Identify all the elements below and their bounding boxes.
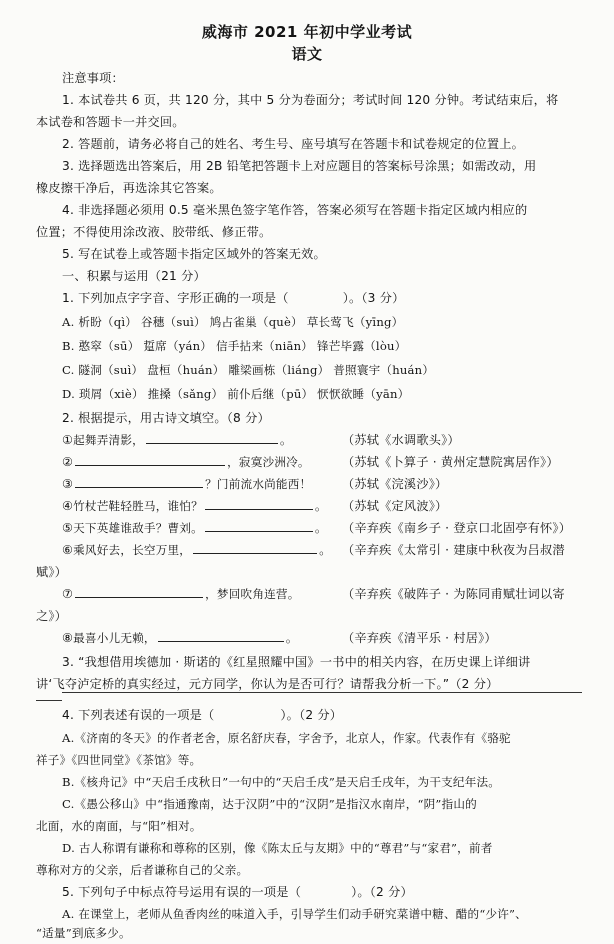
question-1-stem-start: 1. 下列加点字字音、字形正确的一项是（: [62, 291, 289, 305]
poem-line-number: ④: [62, 499, 74, 513]
question-4-stem-end: ）。（2 分）: [280, 708, 343, 722]
poem-line-7: [62, 583, 300, 605]
poem-line-end: 。: [314, 521, 328, 535]
notice-item-5: 5. 写在试卷上或答题卡指定区域外的答案无效。: [62, 247, 326, 261]
poem-line-8-source: （辛弃疾《清平乐 · 村居》）: [342, 631, 497, 645]
question-1-option-c: C. 隧洞（suì） 盘桓（huán） 雕梁画栋（liáng） 普照寰宇（huán）: [62, 363, 435, 377]
poem-line-number: ⑥: [62, 543, 74, 557]
poem-line-4-source: （苏轼《定风波》）: [342, 499, 448, 513]
poem-line-number: ②: [62, 455, 74, 469]
question-1-option-d: D. 琐屑（xiè） 推搡（sǎng） 前仆后继（pū） 恹恹欲睡（yān）: [62, 387, 410, 401]
notice-item-4-line-1: 4. 非选择题必须用 0.5 毫米黑色签字笔作答，答案必须写在答题卡指定区域内相应的: [62, 203, 528, 217]
poem-line-text: 起舞弄清影，: [73, 433, 144, 447]
poem-line-7-source: （辛弃疾《破阵子 · 为陈同甫赋壮词以寄: [342, 587, 565, 601]
poem-line-text: 乘风好去，长空万里，: [73, 543, 192, 557]
poem-line-number: ①: [62, 433, 74, 447]
poem-line-1: [62, 429, 292, 451]
question-4-option-a-line-1: A.《济南的冬天》的作者老舍，原名舒庆春，字舍予，北京人，作家。代表作有《骆驼: [62, 731, 511, 745]
poem-line-end: 。: [285, 631, 299, 645]
question-4-option-a-line-2: 祥子》《四世同堂》《茶馆》等。: [36, 753, 202, 767]
poem-line-4: [62, 495, 327, 517]
poem-line-8: [62, 627, 298, 649]
question-5-stem-line: [62, 881, 413, 903]
question-3-line-1: 3. “我想借用埃德加 · 斯诺的《红星照耀中国》一书中的相关内容，在历史课上详细讲: [62, 655, 531, 669]
notice-item-1-line-1: 1. 本试卷共 6 页，共 120 分，其中 5 分为卷面分；考试时间 120 分钟。考试结束后，将: [62, 93, 559, 107]
poem-line-end: 。: [314, 499, 328, 513]
question-1-option-a: A. 析盼（qì） 谷穗（suì） 鸠占雀巢（què） 草长莺飞（yīng）: [62, 315, 404, 329]
answer-blank[interactable]: [205, 518, 313, 532]
question-1-stem: [62, 287, 404, 309]
poem-line-text: ？门前流水尚能西！: [205, 477, 312, 491]
poem-line-5-source: （辛弃疾《南乡子 · 登京口北固亭有怀》）: [342, 521, 572, 535]
poem-line-text: 竹杖芒鞋轻胜马，谁怕？: [73, 499, 203, 513]
poem-line-1-source: （苏轼《水调歌头》）: [342, 433, 460, 447]
question-5-stem-end: ）。（2 分）: [351, 885, 413, 899]
answer-line[interactable]: [36, 700, 62, 701]
question-4-stem: [62, 704, 342, 726]
section-heading: 一、积累与运用（21 分）: [62, 269, 206, 283]
answer-blank[interactable]: [158, 628, 284, 642]
question-5-stem-start: 5. 下列句子中标点符号运用有误的一项是（: [62, 885, 302, 899]
question-4-option-d-line-2: 尊称对方的父亲，后者谦称自己的父亲。: [36, 863, 249, 877]
notice-item-4-line-2: 位置；不得使用涂改液、胶带纸、修正带。: [36, 225, 272, 239]
notice-item-2: 2. 答题前，请务必将自己的姓名、考生号、座号填写在答题卡和试卷规定的位置上。: [62, 137, 525, 151]
poem-line-text: ，寂寞沙洲冷。: [227, 455, 310, 469]
notice-item-1-line-2: 本试卷和答题卡一并交回。: [36, 115, 185, 129]
answer-blank[interactable]: [205, 496, 313, 510]
question-4-stem-start: 4. 下列表述有误的一项是（: [62, 708, 215, 722]
poem-line-text: ，梦回吹角连营。: [205, 587, 300, 601]
answer-blank[interactable]: [193, 540, 317, 554]
poem-line-2: [62, 451, 310, 473]
answer-blank[interactable]: [146, 430, 278, 444]
poem-line-3: [62, 473, 311, 495]
question-4-option-c-line-2: 北面，水的南面，与“阳”相对。: [36, 819, 202, 833]
poem-line-number: ⑦: [62, 587, 74, 601]
notice-heading: 注意事项：: [62, 71, 124, 85]
poem-line-6-source: （辛弃疾《太常引 · 建康中秋夜为吕叔潜: [342, 543, 565, 557]
notice-item-3-line-2: 橡皮擦干净后，再选涂其它答案。: [36, 181, 222, 195]
poem-line-number: ⑧: [62, 631, 74, 645]
exam-subject: 语文: [291, 45, 323, 63]
exam-title: 威海市 2021 年初中学业考试: [201, 23, 413, 41]
poem-line-number: ⑤: [62, 521, 74, 535]
answer-blank[interactable]: [75, 452, 225, 466]
poem-line-number: ③: [62, 477, 74, 491]
poem-line-7-source-wrap: 之》）: [36, 609, 68, 623]
poem-line-2-source: （苏轼《卜算子 · 黄州定慧院寓居作》）: [342, 455, 559, 469]
answer-blank[interactable]: [75, 474, 203, 488]
poem-line-6-source-wrap: 赋》）: [36, 565, 68, 579]
answer-line[interactable]: [62, 692, 582, 693]
notice-item-3-line-1: 3. 选择题选出答案后，用 2B 铅笔把答题卡上对应题目的答案标号涂黑；如需改动，用: [62, 159, 537, 173]
poem-line-6: [62, 539, 331, 561]
poem-line-text: 最喜小儿无赖，: [73, 631, 156, 645]
question-3-line-2: 讲‘飞夺泸定桥的真实经过，元方同学，你认为是否可行？请帮我分析一下。”（2 分）: [36, 677, 499, 691]
poem-line-end: 。: [319, 543, 332, 557]
poem-line-3-source: （苏轼《浣溪沙》）: [342, 477, 448, 491]
question-5-option-a-line-1: A. 在课堂上，老师从鱼香肉丝的味道入手，引导学生们动手研究菜谱中糖、醋的“少许”、: [62, 907, 527, 921]
question-2-stem: 2. 根据提示，用古诗文填空。（8 分）: [62, 411, 270, 425]
poem-line-5: [62, 517, 327, 539]
question-4-option-c-line-1: C.《愚公移山》中“指通豫南，达于汉阴”中的“汉阴”是指汉水南岸，“阴”指山的: [62, 797, 477, 811]
question-4-option-b: B.《核舟记》中“天启壬戌秋日”一句中的“天启壬戌”是天启壬戌年，为干支纪年法。: [62, 775, 501, 789]
question-1-stem-end: ）。（3 分）: [342, 291, 405, 305]
answer-blank[interactable]: [75, 584, 203, 598]
poem-line-text: 天下英雄谁敌手？曹刘。: [73, 521, 203, 535]
question-1-option-b: B. 憨窣（sū） 踅席（yán） 信手拈来（niān） 锋芒毕露（lòu）: [62, 339, 407, 353]
poem-line-end: 。: [279, 433, 293, 447]
question-5-option-a-line-2: “适量”到底多少。: [36, 926, 131, 940]
question-4-option-d-line-1: D. 古人称谓有谦称和尊称的区别，像《陈太丘与友期》中的“尊君”与“家君”，前者: [62, 841, 493, 855]
